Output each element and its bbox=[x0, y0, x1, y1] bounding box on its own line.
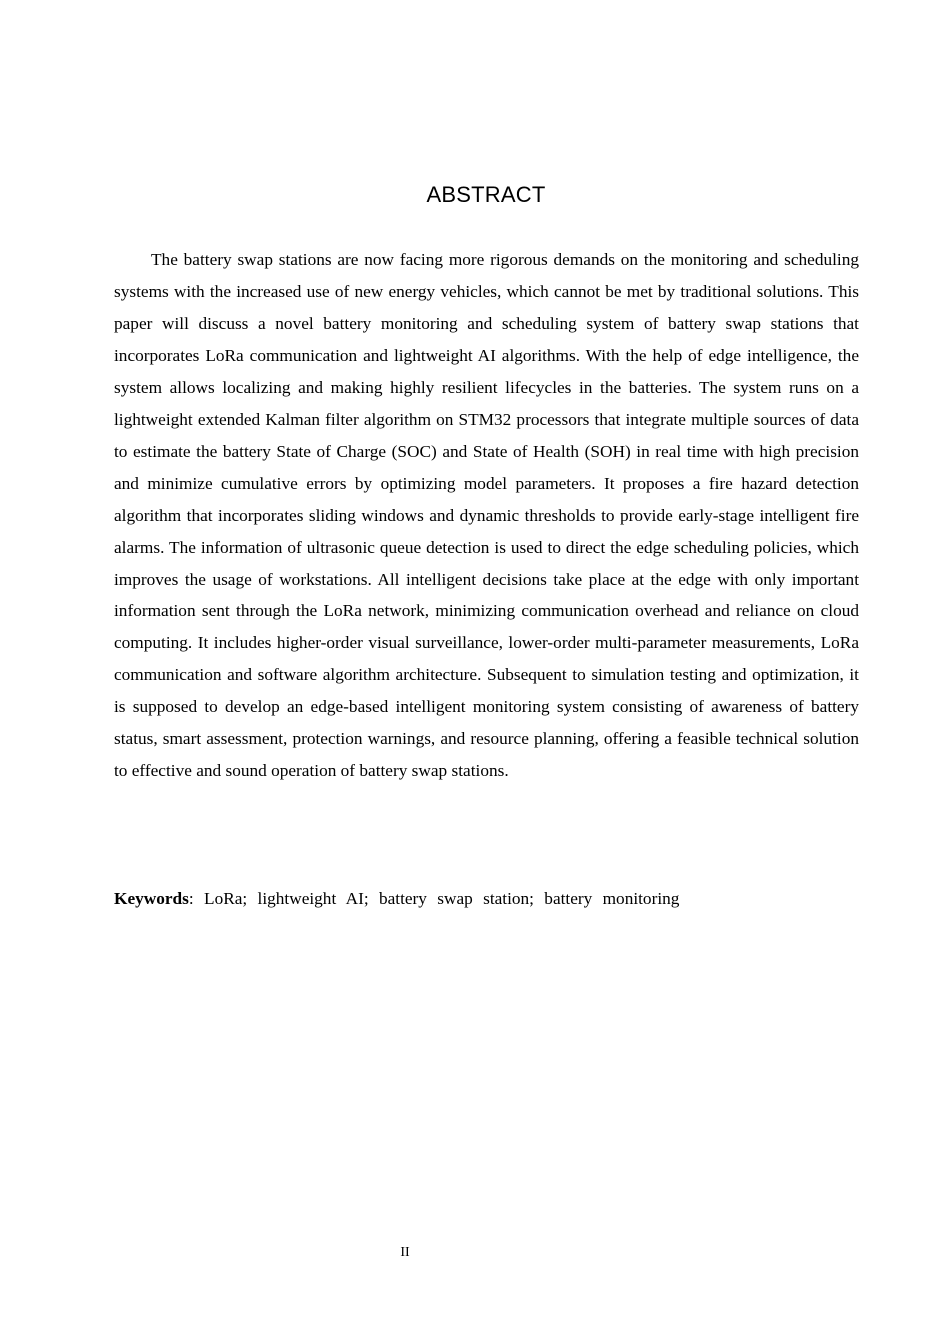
abstract-body: The battery swap stations are now facing more rigorous demands on the monitoring and scheduling systems with the increased use of new energy vehicles, which cannot be met by traditional solutions. This paper will discuss a novel battery monitoring and scheduling system of battery swap stations that incorporates LoRa communication and lightweight AI algorithms. With the help of edge intelligence, the system allows localizing and making highly resilient lifecycles in the batteries. The system runs on a lightweight extended Kalman filter algorithm on STM32 processors that integrate multiple sources of data to estimate the battery State of Charge (SOC) and State of Health (SOH) in real time with high precision and minimize cumulative errors by optimizing model parameters. It proposes a fire hazard detection algorithm that incorporates sliding windows and dynamic thresholds to provide early-stage intelligent fire alarms. The information of ultrasonic queue detection is used to direct the edge scheduling policies, which improves the usage of workstations. All intelligent decisions take place at the edge with only important information sent through the LoRa network, minimizing communication overhead and reliance on cloud computing. It includes higher-order visual surveillance, lower-order multi-parameter measurements, LoRa communication and software algorithm architecture. Subsequent to simulation testing and optimization, it is supposed to develop an edge-based intelligent monitoring system consisting of awareness of battery status, smart assessment, protection warnings, and resource planning, offering a feasible technical solution to effective and sound operation of battery swap stations. bbox=[114, 250, 859, 781]
abstract-title: ABSTRACT bbox=[426, 182, 546, 207]
page-number: II bbox=[400, 1245, 410, 1260]
keywords-label: Keywords bbox=[114, 889, 189, 908]
keywords-line bbox=[114, 883, 859, 915]
keywords-text: : LoRa; lightweight AI; battery swap station; battery monitoring bbox=[188, 889, 680, 908]
